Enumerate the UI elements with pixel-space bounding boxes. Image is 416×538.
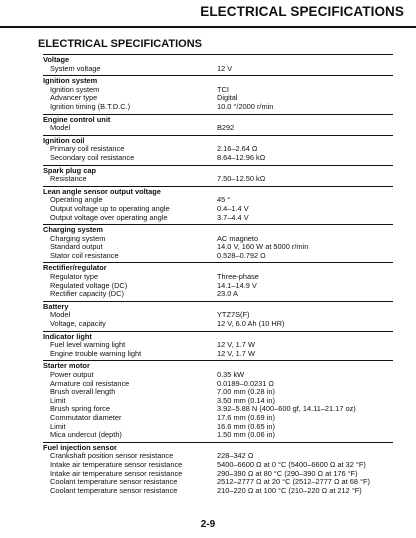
spec-value: 3.7–4.4 V [217, 212, 249, 222]
spec-value: Three-phase [217, 272, 259, 282]
spec-group [43, 165, 393, 186]
spec-value: 12 V [217, 63, 233, 73]
spec-label: Secondary coil resistance [50, 152, 135, 162]
spec-row [43, 431, 393, 440]
spec-group [43, 114, 393, 135]
spec-label: Power output [50, 370, 94, 379]
spec-value: 2512–2777 Ω at 20 °C (2512–2777 Ω at 68 °F) [217, 477, 370, 487]
spec-value: 14.0 V, 160 W at 5000 r/min [217, 242, 309, 252]
spec-row [43, 320, 393, 329]
spec-row [43, 65, 393, 74]
spec-label: Crankshaft position sensor resistance [50, 451, 174, 461]
spec-row [43, 124, 393, 133]
spec-label: Primary coil resistance [50, 144, 125, 154]
spec-value: 14.1–14.9 V [217, 280, 257, 290]
spec-value: 12 V, 6.0 Ah (10 HR) [217, 319, 285, 329]
spec-group-title: Charging system [43, 225, 103, 235]
spec-label: Intake air temperature sensor resistance [50, 468, 183, 478]
header-rule [0, 26, 416, 28]
spec-group-title: Battery [43, 301, 69, 311]
spec-label: Coolant temperature sensor resistance [50, 477, 178, 487]
spec-group [43, 54, 393, 75]
spec-value: 2.16–2.64 Ω [217, 144, 258, 154]
spec-group [43, 262, 393, 300]
spec-group-title: Spark plug cap [43, 165, 96, 175]
spec-row [43, 175, 393, 184]
spec-label: Advancer type [50, 93, 98, 103]
spec-value: B292 [217, 123, 235, 133]
spec-label: Ignition timing (B.T.D.C.) [50, 101, 131, 111]
page-header-title: ELECTRICAL SPECIFICATIONS [200, 4, 404, 19]
spec-label: Brush overall length [50, 387, 116, 397]
spec-value: 228–342 Ω [217, 451, 254, 461]
spec-group [43, 135, 393, 165]
spec-value: 16.6 mm (0.65 in) [217, 421, 275, 431]
spec-group-title: Starter motor [43, 361, 90, 371]
spec-group [43, 224, 393, 262]
spec-value: 3.92–5.88 N (400–600 gf, 14.11–21.17 oz) [217, 404, 356, 414]
section-title: ELECTRICAL SPECIFICATIONS [38, 38, 202, 50]
spec-value: 10.0 °/2000 r/min [217, 101, 274, 111]
spec-label: Stator coil resistance [50, 250, 119, 260]
spec-label: Brush spring force [50, 404, 110, 414]
spec-table [43, 54, 393, 497]
spec-label: Output voltage over operating angle [50, 212, 168, 222]
spec-label: Commutator diameter [50, 412, 122, 422]
spec-label: Rectifier capacity (DC) [50, 289, 124, 299]
spec-label: Limit [50, 421, 66, 431]
spec-group-title: Fuel injection sensor [43, 442, 117, 452]
spec-label: Voltage, capacity [50, 319, 106, 329]
spec-label: Mica undercut (depth) [50, 430, 122, 440]
spec-label: System voltage [50, 63, 101, 73]
spec-value: YTZ7S(F) [217, 310, 250, 320]
spec-label: Coolant temperature sensor resistance [50, 485, 178, 495]
spec-value: 0.35 kW [217, 370, 245, 379]
spec-value: 0.528–0.792 Ω [217, 250, 266, 260]
spec-label: Model [50, 310, 71, 320]
spec-label: Limit [50, 395, 66, 405]
spec-label: Operating angle [50, 195, 103, 205]
spec-group [43, 360, 393, 441]
spec-value: 45 ° [217, 195, 231, 205]
spec-row [43, 290, 393, 299]
spec-value: 12 V, 1.7 W [217, 348, 255, 358]
spec-label: Resistance [50, 174, 87, 184]
spec-group [43, 75, 393, 113]
spec-label: Engine trouble warning light [50, 348, 142, 358]
spec-value: 0.0189–0.0231 Ω [217, 378, 274, 388]
spec-value: 1.50 mm (0.06 in) [217, 430, 275, 440]
spec-group [43, 186, 393, 224]
page-number: 2-9 [200, 519, 216, 530]
spec-value: 5400–6600 Ω at 0 °C (5400–6600 Ω at 32 °F) [217, 459, 366, 469]
spec-group-title: Indicator light [43, 331, 92, 341]
spec-group [43, 331, 393, 361]
spec-value: 23.0 A [217, 289, 238, 299]
spec-value: 7.50–12.50 kΩ [217, 174, 266, 184]
spec-row [43, 487, 393, 496]
spec-row [43, 252, 393, 261]
spec-value: TCI [217, 84, 229, 94]
spec-label: Regulator type [50, 272, 99, 282]
spec-row [43, 154, 393, 163]
spec-value: 12 V, 1.7 W [217, 340, 255, 350]
spec-label: Intake air temperature sensor resistance [50, 459, 183, 469]
spec-label: Model [50, 123, 71, 133]
spec-label: Fuel level warning light [50, 340, 126, 350]
spec-row [43, 103, 393, 112]
spec-row [43, 214, 393, 223]
spec-group-title: Lean angle sensor output voltage [43, 186, 161, 196]
spec-value: 8.64–12.96 kΩ [217, 152, 266, 162]
spec-row [43, 350, 393, 359]
spec-value: Digital [217, 93, 238, 103]
spec-label: Charging system [50, 233, 106, 243]
spec-label: Output voltage up to operating angle [50, 203, 170, 213]
spec-value: 290–390 Ω at 80 °C (290–390 Ω at 176 °F) [217, 468, 358, 478]
spec-label: Ignition system [50, 84, 100, 94]
spec-group-title: Voltage [43, 55, 70, 64]
spec-group [43, 301, 393, 331]
spec-value: 3.50 mm (0.14 in) [217, 395, 275, 405]
spec-label: Armature coil resistance [50, 378, 130, 388]
spec-value: 210–220 Ω at 100 °C (210–220 Ω at 212 °F) [217, 485, 362, 495]
spec-group-title: Ignition system [43, 76, 98, 86]
spec-group-title: Ignition coil [43, 135, 85, 145]
spec-group [43, 442, 393, 498]
spec-value: AC magneto [217, 233, 259, 243]
spec-value: 17.6 mm (0.69 in) [217, 412, 275, 422]
spec-label: Regulated voltage (DC) [50, 280, 128, 290]
spec-value: 0.4–1.4 V [217, 203, 249, 213]
spec-group-title: Engine control unit [43, 114, 111, 124]
spec-group-title: Rectifier/regulator [43, 263, 107, 273]
spec-value: 7.00 mm (0.28 in) [217, 387, 275, 397]
spec-label: Standard output [50, 242, 103, 252]
